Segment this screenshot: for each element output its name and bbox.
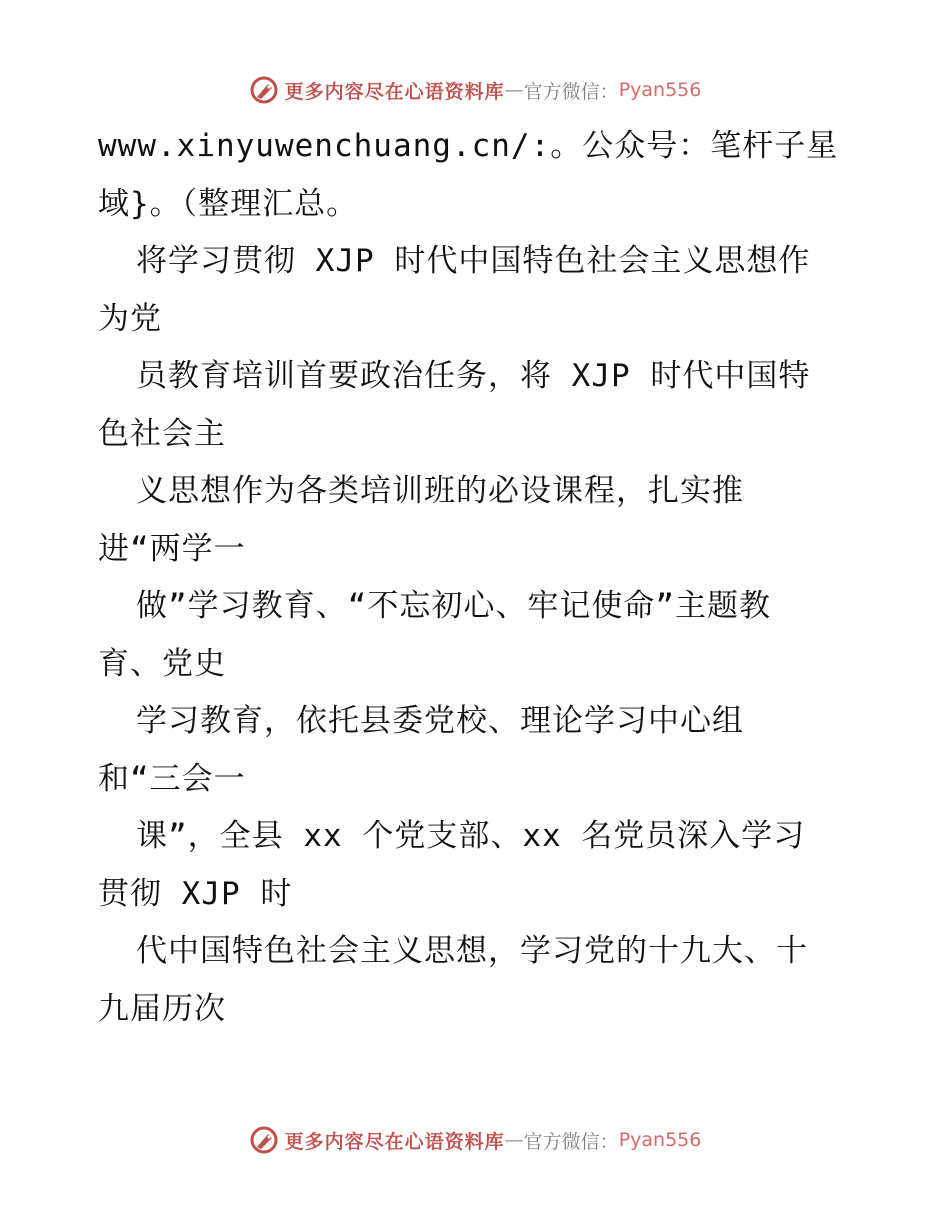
text-line: 九届历次 (98, 990, 226, 1027)
text-line: 育、党史 (98, 645, 226, 682)
text-line: 贯彻 XJP 时 (98, 875, 293, 912)
banner-brand: 更多内容尽在心语资料库 (284, 1130, 505, 1153)
pen-nib-circle-icon (249, 1125, 279, 1155)
banner-brand: 更多内容尽在心语资料库 (284, 80, 505, 103)
text-line: 将学习贯彻 XJP 时代中国特色社会主义思想作 (136, 243, 811, 279)
banner-wechat-label: 官方微信： (523, 1130, 619, 1153)
text-line: www.xinyuwenchuang.cn/:。公众号：笔杆子星 (98, 128, 839, 164)
header-banner (0, 70, 950, 110)
pen-nib-circle-icon (249, 75, 279, 105)
text-line: 员教育培训首要政治任务，将 XJP 时代中国特 (136, 358, 811, 394)
text-line: 进“两学一 (98, 530, 246, 567)
banner-account: Pyan556 (618, 79, 702, 101)
text-line: 和“三会一 (98, 760, 246, 797)
banner-wechat-label: 官方微信： (523, 80, 619, 103)
document-body (98, 118, 878, 1038)
text-line: 为党 (98, 300, 162, 337)
text-line: 色社会主 (98, 415, 226, 452)
banner-separator: — (504, 1129, 524, 1151)
text-line: 课”，全县 xx 个党支部、xx 名党员深入学习 (136, 818, 806, 854)
text-line: 域}。（整理汇总。 (98, 185, 359, 222)
text-line: 学习教育，依托县委党校、理论学习中心组 (136, 703, 744, 739)
banner-separator: — (504, 79, 524, 101)
text-line: 做”学习教育、“不忘初心、牢记使命”主题教 (136, 588, 771, 624)
footer-banner (0, 1120, 950, 1160)
text-line: 代中国特色社会主义思想，学习党的十九大、十 (136, 933, 808, 969)
text-line: 义思想作为各类培训班的必设课程，扎实推 (136, 473, 744, 509)
banner-account: Pyan556 (618, 1129, 702, 1151)
